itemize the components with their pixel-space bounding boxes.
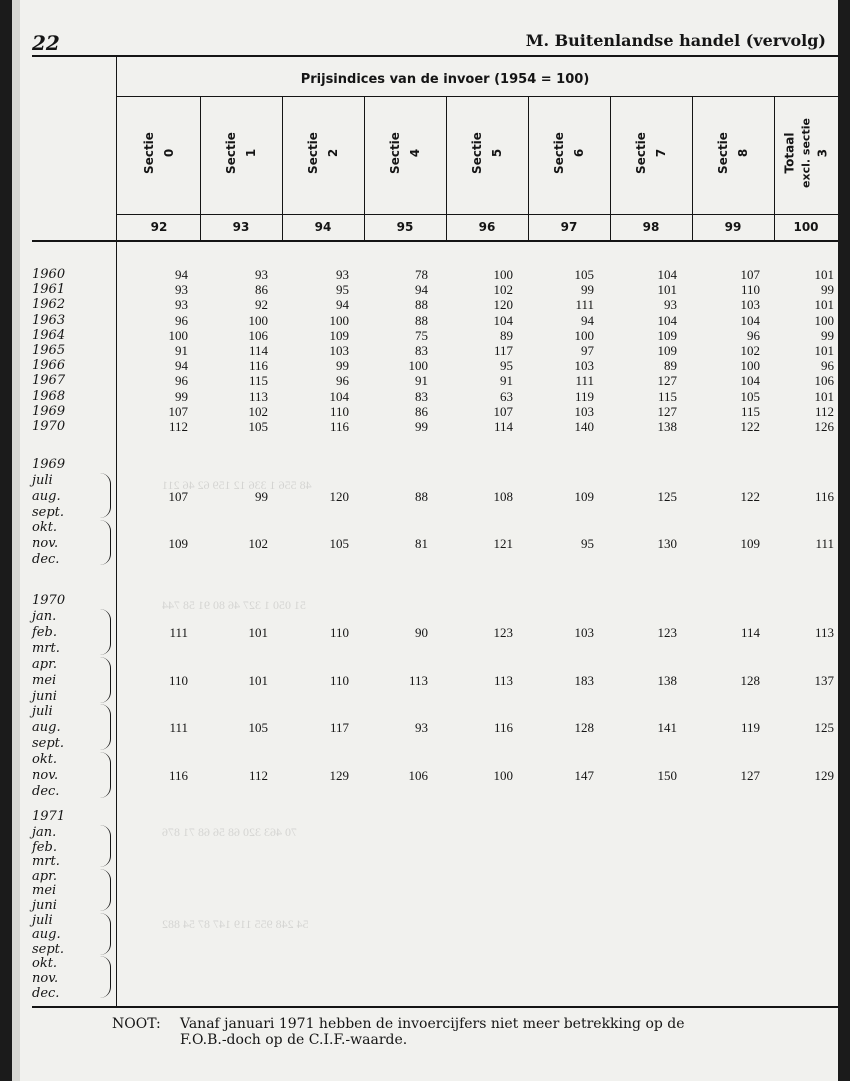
table-cell: 99 bbox=[415, 419, 428, 434]
row-label-month: sept. bbox=[32, 736, 65, 751]
table-cell: 93 bbox=[255, 267, 268, 282]
table-cell: 183 bbox=[574, 673, 594, 688]
table-cell: 99 bbox=[821, 328, 834, 343]
table-cell: 115 bbox=[248, 373, 268, 388]
table-cell: 103 bbox=[574, 404, 594, 419]
row-label-year: 1965 bbox=[32, 343, 66, 358]
row-label-year: 1966 bbox=[32, 358, 66, 373]
column-header-text bbox=[385, 132, 425, 174]
bleed-through-text: 70 463 320 68 56 68 71 876 bbox=[162, 825, 297, 839]
table-cell: 103 bbox=[740, 297, 760, 312]
row-label-month: jan. bbox=[32, 609, 57, 624]
column-code: 94 bbox=[314, 220, 332, 234]
table-cell: 99 bbox=[175, 389, 188, 404]
table-cell: 120 bbox=[493, 297, 513, 312]
table-cell: 101 bbox=[657, 282, 677, 297]
table-cell: 122 bbox=[740, 489, 760, 504]
table-cell: 126 bbox=[814, 419, 834, 434]
table-cell: 101 bbox=[248, 625, 268, 640]
table-cell: 106 bbox=[814, 373, 834, 388]
row-label-month: juli bbox=[32, 913, 53, 928]
table-cell: 127 bbox=[657, 373, 677, 388]
row-label-month: sept. bbox=[32, 505, 65, 520]
header-rule bbox=[32, 55, 838, 57]
column-header-number: 8 bbox=[736, 148, 750, 158]
column-code: 95 bbox=[396, 220, 414, 234]
row-label-month: mrt. bbox=[32, 854, 60, 869]
table-cell: 110 bbox=[329, 404, 349, 419]
column-separator bbox=[282, 96, 283, 241]
table-left-border bbox=[116, 57, 117, 1007]
table-cell: 100 bbox=[329, 313, 349, 328]
row-label-month: sept. bbox=[32, 942, 65, 957]
row-label-month: aug. bbox=[32, 927, 61, 942]
row-label-month: okt. bbox=[32, 956, 58, 971]
table-cell: 100 bbox=[740, 358, 760, 373]
table-cell: 75 bbox=[415, 328, 428, 343]
table-cell: 105 bbox=[574, 267, 594, 282]
row-label-month: apr. bbox=[32, 657, 57, 672]
quarter-bracket bbox=[100, 956, 111, 998]
table-cell: 95 bbox=[500, 358, 513, 373]
table-cell: 81 bbox=[415, 536, 428, 551]
row-label-month: mei bbox=[32, 673, 57, 688]
table-cell: 107 bbox=[168, 489, 188, 504]
table-cell: 116 bbox=[168, 768, 188, 783]
row-label-year: 1968 bbox=[32, 389, 66, 404]
table-cell: 95 bbox=[581, 536, 594, 551]
table-cell: 122 bbox=[740, 419, 760, 434]
table-cell: 116 bbox=[493, 720, 513, 735]
column-header-line: excl. sectie bbox=[799, 118, 813, 188]
table-cell: 125 bbox=[814, 720, 834, 735]
row-label-month: juli bbox=[32, 473, 53, 488]
column-header bbox=[528, 96, 610, 210]
quarter-bracket bbox=[100, 609, 111, 655]
table-bottom-rule bbox=[32, 1006, 838, 1008]
quarter-bracket bbox=[100, 704, 111, 750]
table-cell: 111 bbox=[575, 297, 594, 312]
table-cell: 106 bbox=[408, 768, 428, 783]
column-code: 98 bbox=[642, 220, 660, 234]
table-cell: 91 bbox=[175, 343, 188, 358]
column-header-number: 5 bbox=[490, 148, 504, 158]
table-cell: 90 bbox=[415, 625, 428, 640]
table-cell: 101 bbox=[814, 267, 834, 282]
table-cell: 100 bbox=[408, 358, 428, 373]
column-header-number: 4 bbox=[408, 148, 422, 158]
table-cell: 104 bbox=[657, 267, 677, 282]
table-cell: 106 bbox=[248, 328, 268, 343]
column-header-line: Sectie bbox=[306, 132, 320, 174]
quarter-bracket bbox=[100, 913, 111, 955]
column-header bbox=[692, 96, 774, 210]
table-cell: 91 bbox=[500, 373, 513, 388]
table-cell: 101 bbox=[814, 297, 834, 312]
column-header-text bbox=[713, 132, 753, 174]
column-header bbox=[118, 96, 200, 210]
column-header-text bbox=[303, 132, 343, 174]
row-label-year: 1970 bbox=[32, 419, 66, 434]
table-cell: 110 bbox=[168, 673, 188, 688]
table-cell: 138 bbox=[657, 419, 677, 434]
column-header bbox=[610, 96, 692, 210]
section-title: M. Buitenlandse handel (vervolg) bbox=[525, 31, 826, 50]
row-label-month: nov. bbox=[32, 971, 59, 986]
column-header-line: Sectie bbox=[388, 132, 402, 174]
table-cell: 119 bbox=[574, 389, 594, 404]
column-header-number: 1 bbox=[244, 148, 258, 158]
column-separator bbox=[610, 96, 611, 241]
table-cell: 104 bbox=[657, 313, 677, 328]
page-spine-shadow bbox=[12, 0, 20, 1081]
table-cell: 115 bbox=[657, 389, 677, 404]
table-cell: 103 bbox=[329, 343, 349, 358]
table-cell: 102 bbox=[493, 282, 513, 297]
column-header-line: Sectie bbox=[142, 132, 156, 174]
table-cell: 129 bbox=[814, 768, 834, 783]
table-cell: 113 bbox=[408, 673, 428, 688]
row-label-month: mei bbox=[32, 883, 57, 898]
bleed-through-text: 54 248 955 119 147 87 54 882 bbox=[162, 917, 309, 931]
row-label-month: aug. bbox=[32, 720, 61, 735]
column-code: 92 bbox=[150, 220, 168, 234]
table-cell: 99 bbox=[581, 282, 594, 297]
table-cell: 89 bbox=[664, 358, 677, 373]
table-cell: 107 bbox=[168, 404, 188, 419]
table-cell: 100 bbox=[814, 313, 834, 328]
table-cell: 116 bbox=[814, 489, 834, 504]
column-header-text bbox=[780, 118, 833, 188]
table-cell: 91 bbox=[415, 373, 428, 388]
table-cell: 114 bbox=[248, 343, 268, 358]
table-cell: 93 bbox=[175, 297, 188, 312]
table-cell: 94 bbox=[336, 297, 349, 312]
table-cell: 100 bbox=[574, 328, 594, 343]
table-cell: 96 bbox=[175, 313, 188, 328]
table-cell: 150 bbox=[657, 768, 677, 783]
table-cell: 104 bbox=[329, 389, 349, 404]
row-label-year: 1963 bbox=[32, 313, 66, 328]
row-label-year: 1969 bbox=[32, 404, 66, 419]
row-label-year: 1967 bbox=[32, 373, 66, 388]
table-cell: 111 bbox=[169, 625, 188, 640]
table-cell: 93 bbox=[664, 297, 677, 312]
column-header-number: 3 bbox=[815, 148, 830, 158]
table-title: Prijsindices van de invoer (1954 = 100) bbox=[300, 72, 590, 87]
table-cell: 129 bbox=[329, 768, 349, 783]
code-rule-top bbox=[116, 214, 838, 215]
column-header-number: 0 bbox=[162, 148, 176, 158]
column-header-text bbox=[467, 132, 507, 174]
table-cell: 105 bbox=[329, 536, 349, 551]
column-separator bbox=[364, 96, 365, 241]
column-header bbox=[364, 96, 446, 210]
column-separator bbox=[446, 96, 447, 241]
table-cell: 111 bbox=[815, 536, 834, 551]
table-cell: 113 bbox=[814, 625, 834, 640]
table-cell: 109 bbox=[574, 489, 594, 504]
table-cell: 127 bbox=[657, 404, 677, 419]
row-label-month: dec. bbox=[32, 784, 60, 799]
table-cell: 130 bbox=[657, 536, 677, 551]
table-cell: 86 bbox=[255, 282, 268, 297]
row-label-month: apr. bbox=[32, 869, 57, 884]
table-cell: 102 bbox=[740, 343, 760, 358]
table-cell: 93 bbox=[336, 267, 349, 282]
column-header-text bbox=[549, 132, 589, 174]
column-header-line: Sectie bbox=[716, 132, 730, 174]
quarter-bracket bbox=[100, 473, 111, 518]
quarter-bracket bbox=[100, 520, 111, 565]
table-cell: 96 bbox=[821, 358, 834, 373]
table-cell: 97 bbox=[581, 343, 594, 358]
column-header bbox=[282, 96, 364, 210]
table-cell: 101 bbox=[814, 343, 834, 358]
column-header bbox=[774, 96, 838, 210]
table-cell: 116 bbox=[329, 419, 349, 434]
table-cell: 114 bbox=[493, 419, 513, 434]
table-cell: 103 bbox=[574, 358, 594, 373]
table-cell: 123 bbox=[657, 625, 677, 640]
row-label-year: 1969 bbox=[32, 457, 66, 472]
column-header-number: 7 bbox=[654, 148, 668, 158]
bleed-through-text: 51 050 1 327 46 80 91 58 744 bbox=[162, 598, 306, 612]
table-cell: 141 bbox=[657, 720, 677, 735]
row-label-year: 1970 bbox=[32, 593, 66, 608]
table-cell: 96 bbox=[336, 373, 349, 388]
table-cell: 102 bbox=[248, 536, 268, 551]
table-cell: 109 bbox=[329, 328, 349, 343]
table-cell: 116 bbox=[248, 358, 268, 373]
quarter-bracket bbox=[100, 657, 111, 703]
footnote-line-2: F.O.B.-doch op de C.I.F.-waarde. bbox=[180, 1032, 408, 1048]
column-code: 96 bbox=[478, 220, 496, 234]
table-cell: 128 bbox=[574, 720, 594, 735]
column-separator bbox=[528, 96, 529, 241]
table-cell: 110 bbox=[329, 625, 349, 640]
table-cell: 123 bbox=[493, 625, 513, 640]
quarter-bracket bbox=[100, 825, 111, 867]
row-label-month: aug. bbox=[32, 489, 61, 504]
table-cell: 93 bbox=[415, 720, 428, 735]
table-cell: 83 bbox=[415, 389, 428, 404]
table-cell: 94 bbox=[581, 313, 594, 328]
table-cell: 83 bbox=[415, 343, 428, 358]
column-header-number: 6 bbox=[572, 148, 586, 158]
table-cell: 105 bbox=[248, 720, 268, 735]
column-header-text bbox=[221, 132, 261, 174]
column-code: 100 bbox=[793, 220, 819, 234]
column-header-line: Sectie bbox=[470, 132, 484, 174]
table-cell: 114 bbox=[740, 625, 760, 640]
table-cell: 127 bbox=[740, 768, 760, 783]
table-cell: 96 bbox=[747, 328, 760, 343]
table-cell: 110 bbox=[740, 282, 760, 297]
table-cell: 99 bbox=[821, 282, 834, 297]
page-number: 22 bbox=[32, 31, 60, 55]
table-cell: 99 bbox=[255, 489, 268, 504]
table-cell: 107 bbox=[740, 267, 760, 282]
row-label-month: okt. bbox=[32, 520, 58, 535]
table-cell: 101 bbox=[814, 389, 834, 404]
row-label-month: juni bbox=[32, 898, 57, 913]
row-label-month: feb. bbox=[32, 625, 57, 640]
table-cell: 101 bbox=[248, 673, 268, 688]
table-cell: 105 bbox=[248, 419, 268, 434]
table-cell: 99 bbox=[336, 358, 349, 373]
row-label-year: 1971 bbox=[32, 809, 66, 824]
table-cell: 102 bbox=[248, 404, 268, 419]
column-separator bbox=[200, 96, 201, 241]
row-label-month: jan. bbox=[32, 825, 57, 840]
table-cell: 113 bbox=[493, 673, 513, 688]
row-label-month: juni bbox=[32, 689, 57, 704]
column-code: 93 bbox=[232, 220, 250, 234]
table-cell: 125 bbox=[657, 489, 677, 504]
row-label-month: juli bbox=[32, 704, 53, 719]
row-label-month: dec. bbox=[32, 552, 60, 567]
table-cell: 111 bbox=[575, 373, 594, 388]
table-cell: 109 bbox=[657, 328, 677, 343]
table-cell: 100 bbox=[493, 768, 513, 783]
table-cell: 86 bbox=[415, 404, 428, 419]
table-cell: 128 bbox=[740, 673, 760, 688]
table-cell: 89 bbox=[500, 328, 513, 343]
table-cell: 115 bbox=[740, 404, 760, 419]
column-header-line: Totaal bbox=[782, 132, 797, 174]
table-cell: 94 bbox=[415, 282, 428, 297]
table-cell: 117 bbox=[493, 343, 513, 358]
table-cell: 109 bbox=[168, 536, 188, 551]
bleed-through-text: 48 556 1 336 12 159 62 46 211 bbox=[162, 478, 312, 492]
table-cell: 95 bbox=[336, 282, 349, 297]
table-cell: 138 bbox=[657, 673, 677, 688]
table-cell: 94 bbox=[175, 358, 188, 373]
column-header-line: Sectie bbox=[224, 132, 238, 174]
column-header-text bbox=[631, 132, 671, 174]
table-cell: 111 bbox=[169, 720, 188, 735]
table-cell: 121 bbox=[493, 536, 513, 551]
table-cell: 117 bbox=[329, 720, 349, 735]
table-cell: 137 bbox=[814, 673, 834, 688]
column-header-number: 2 bbox=[326, 148, 340, 158]
table-cell: 110 bbox=[329, 673, 349, 688]
row-label-month: nov. bbox=[32, 536, 59, 551]
column-code: 99 bbox=[724, 220, 742, 234]
row-label-month: feb. bbox=[32, 840, 57, 855]
row-label-month: nov. bbox=[32, 768, 59, 783]
table-cell: 78 bbox=[415, 267, 428, 282]
table-cell: 112 bbox=[248, 768, 268, 783]
table-cell: 120 bbox=[329, 489, 349, 504]
table-cell: 112 bbox=[168, 419, 188, 434]
table-cell: 109 bbox=[657, 343, 677, 358]
footnote bbox=[112, 1016, 685, 1048]
quarter-bracket bbox=[100, 869, 111, 911]
row-label-month: okt. bbox=[32, 752, 58, 767]
table-cell: 105 bbox=[740, 389, 760, 404]
column-header-line: Sectie bbox=[552, 132, 566, 174]
table-cell: 104 bbox=[493, 313, 513, 328]
table-cell: 92 bbox=[255, 297, 268, 312]
table-cell: 108 bbox=[493, 489, 513, 504]
table-cell: 100 bbox=[493, 267, 513, 282]
row-label-month: mrt. bbox=[32, 641, 60, 656]
table-cell: 112 bbox=[814, 404, 834, 419]
table-cell: 100 bbox=[248, 313, 268, 328]
column-header-text bbox=[139, 132, 179, 174]
table-cell: 104 bbox=[740, 373, 760, 388]
table-cell: 107 bbox=[493, 404, 513, 419]
table-cell: 93 bbox=[175, 282, 188, 297]
row-label-year: 1961 bbox=[32, 282, 66, 297]
column-header bbox=[446, 96, 528, 210]
table-cell: 94 bbox=[175, 267, 188, 282]
row-label-year: 1964 bbox=[32, 328, 66, 343]
table-cell: 88 bbox=[415, 489, 428, 504]
column-header bbox=[200, 96, 282, 210]
footnote-label: NOOT: bbox=[112, 1016, 161, 1032]
quarter-bracket bbox=[100, 752, 111, 798]
document-page bbox=[12, 0, 838, 1081]
table-cell: 96 bbox=[175, 373, 188, 388]
column-separator bbox=[692, 96, 693, 241]
table-cell: 100 bbox=[168, 328, 188, 343]
footnote-line-1: Vanaf januari 1971 hebben de invoercijfers niet meer betrekking op de bbox=[180, 1016, 685, 1032]
table-cell: 88 bbox=[415, 297, 428, 312]
column-header-line: Sectie bbox=[634, 132, 648, 174]
column-separator bbox=[774, 96, 775, 241]
table-cell: 113 bbox=[248, 389, 268, 404]
code-rule-bottom bbox=[32, 240, 838, 242]
table-cell: 147 bbox=[574, 768, 594, 783]
table-cell: 63 bbox=[500, 389, 513, 404]
row-label-month: dec. bbox=[32, 986, 60, 1001]
table-cell: 119 bbox=[740, 720, 760, 735]
table-cell: 140 bbox=[574, 419, 594, 434]
column-code: 97 bbox=[560, 220, 578, 234]
row-label-year: 1962 bbox=[32, 297, 66, 312]
table-cell: 103 bbox=[574, 625, 594, 640]
table-cell: 109 bbox=[740, 536, 760, 551]
table-cell: 104 bbox=[740, 313, 760, 328]
row-label-year: 1960 bbox=[32, 267, 66, 282]
table-cell: 88 bbox=[415, 313, 428, 328]
